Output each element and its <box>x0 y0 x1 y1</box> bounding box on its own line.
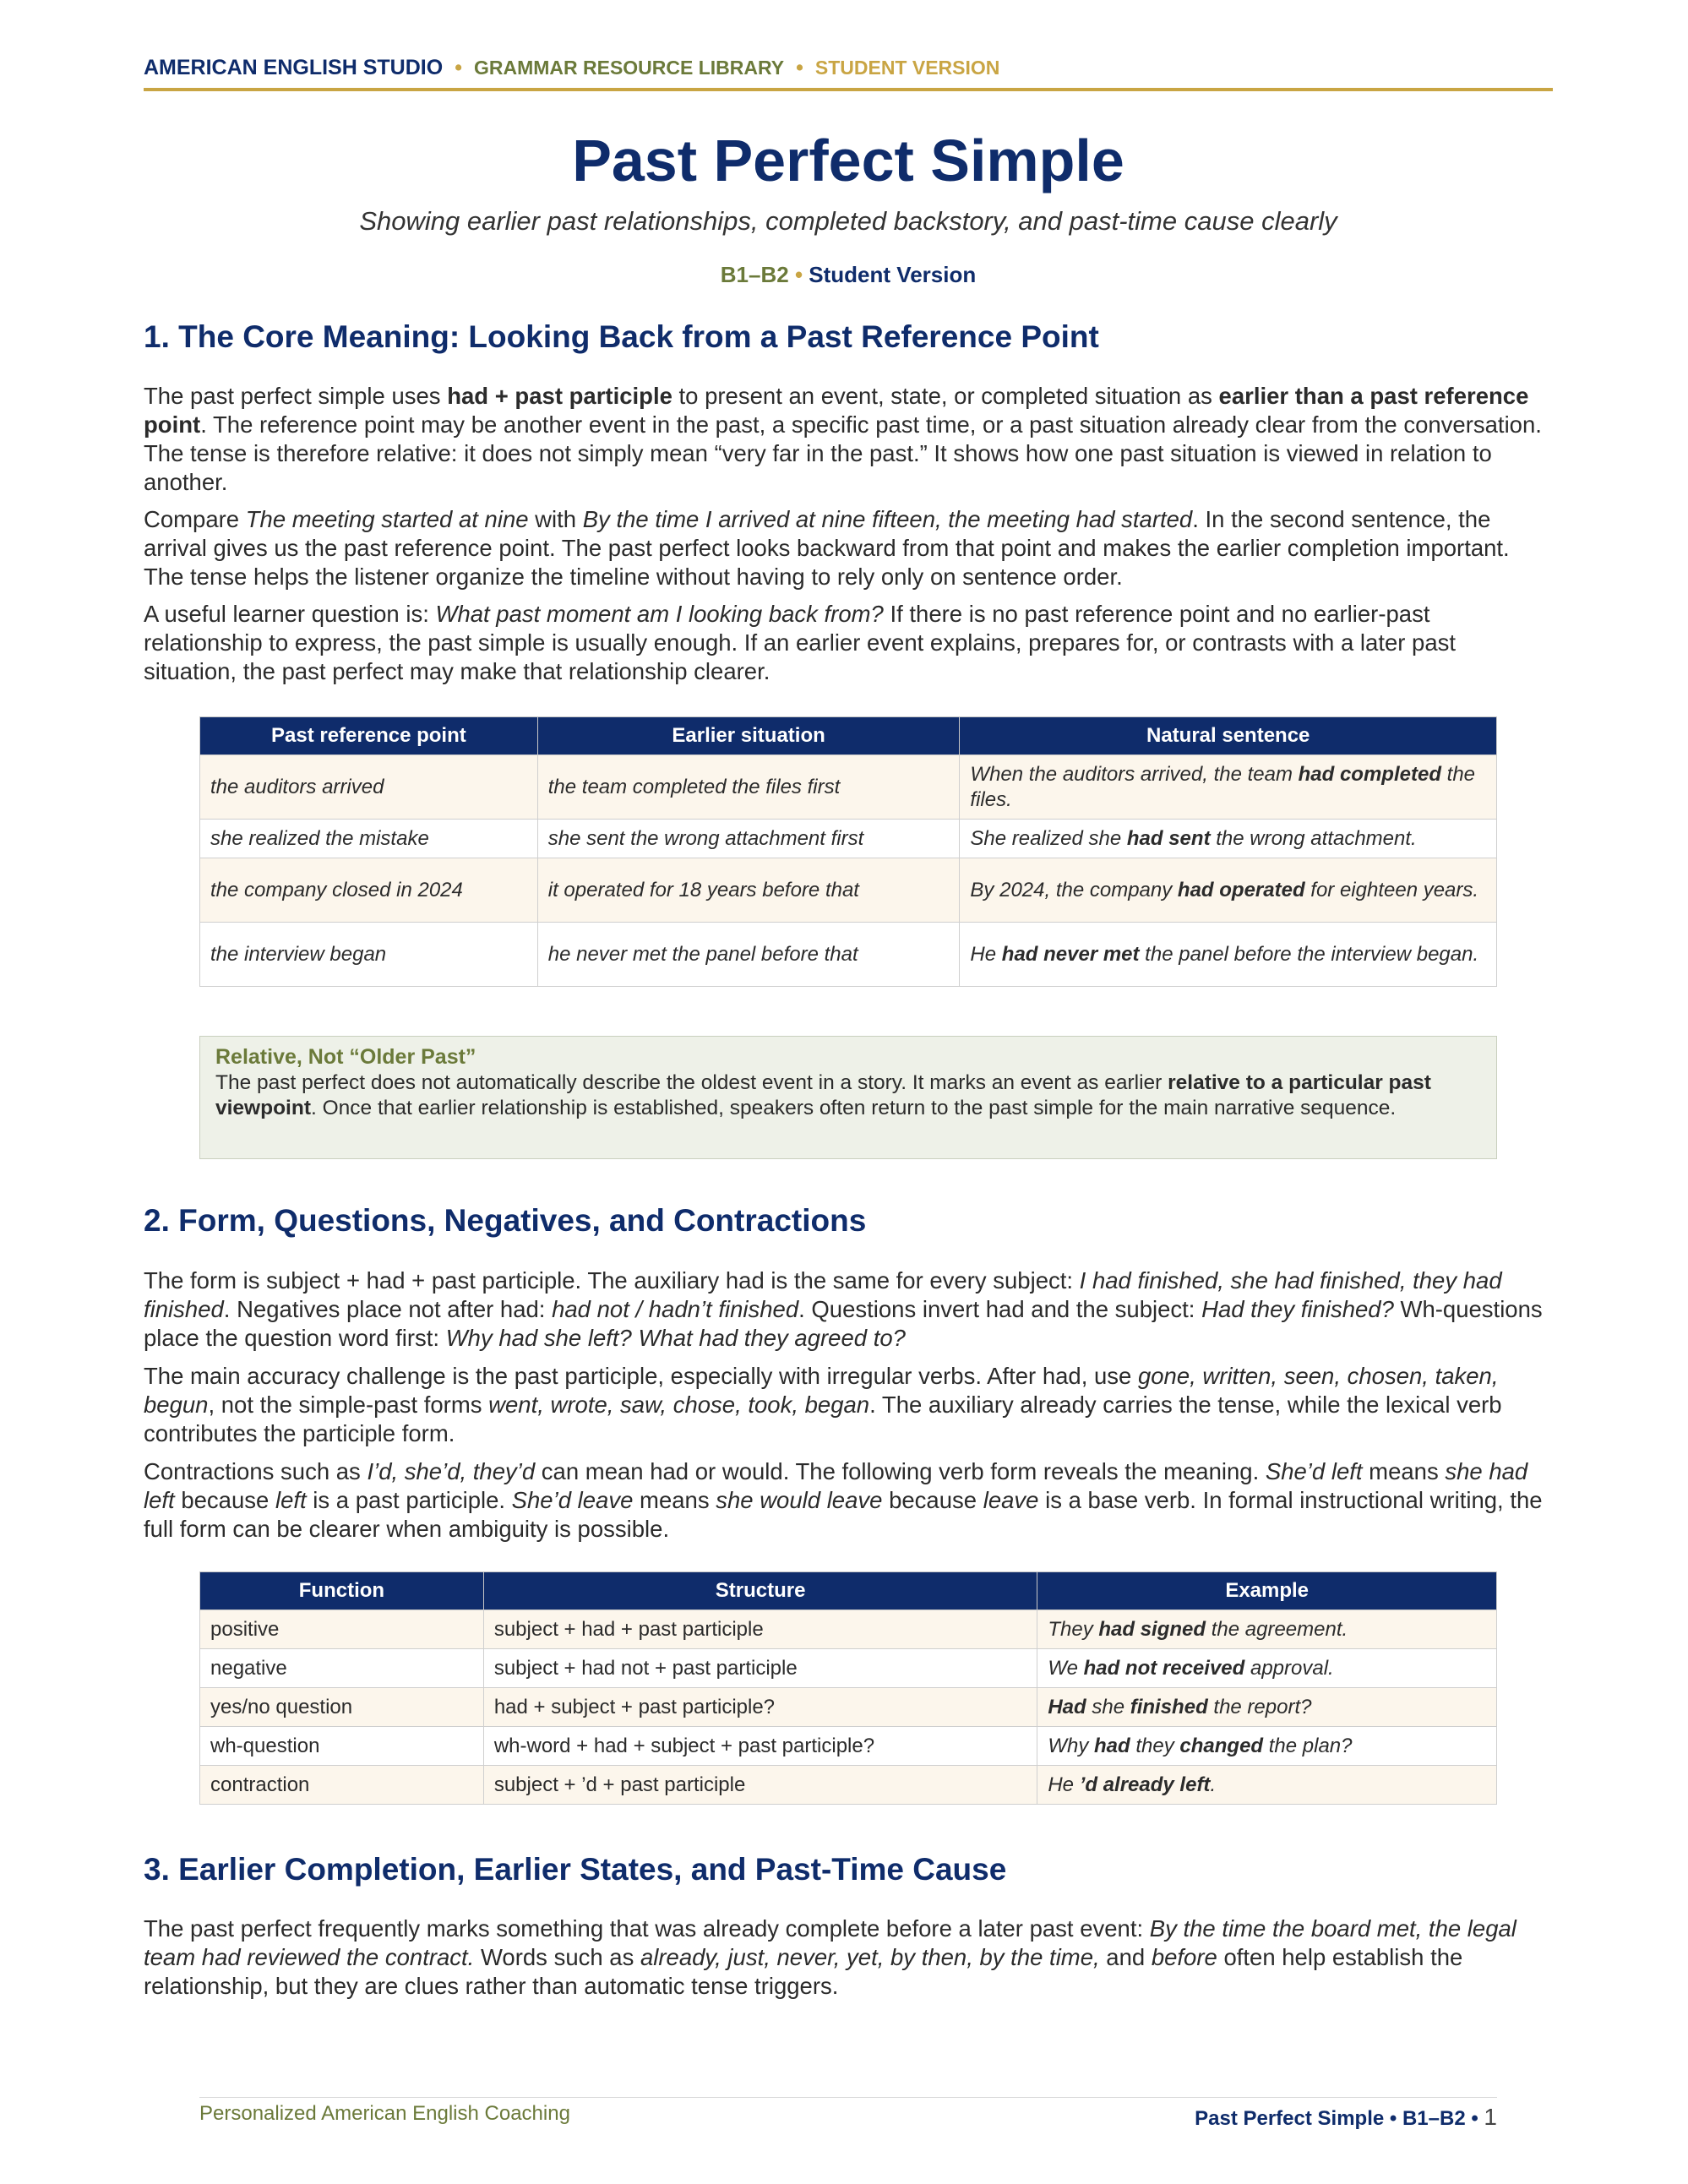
level-label: Student Version <box>809 262 977 287</box>
table-cell: the interview began <box>200 923 538 987</box>
table-row <box>200 1766 1497 1805</box>
footer-right: Past Perfect Simple • B1–B2 • 1 <box>1195 2104 1497 2130</box>
running-header <box>144 56 1553 91</box>
table-cell: had + subject + past participle? <box>483 1688 1037 1727</box>
table-cell: he never met the panel before that <box>537 923 960 987</box>
section-2-paragraph-1: The form is subject + had + past participle. The auxiliary had is the same for every subject: I had finished, she had finished, they had finished. Negatives place not after had: had not / hadn’t finished. Questions invert had and the subject: Had they finished? Wh-questions place the question word first: Why had she left? What had they agreed to? <box>144 1267 1543 1351</box>
table-cell: He had never met the panel before the interview began. <box>960 923 1497 987</box>
table-cell: When the auditors arrived, the team had completed the files. <box>960 755 1497 820</box>
header-version: STUDENT VERSION <box>814 57 1000 79</box>
table-cell: She realized she had sent the wrong attachment. <box>960 820 1497 858</box>
callout-box <box>199 1036 1497 1159</box>
table-row <box>200 1688 1497 1727</box>
table-cell: she realized the mistake <box>200 820 538 858</box>
table-header: Earlier situation <box>537 717 960 755</box>
page-number: 1 <box>1484 2104 1497 2130</box>
reference-point-table <box>199 716 1497 987</box>
level-range: B1–B2 <box>720 262 789 287</box>
table-header: Past reference point <box>200 717 538 755</box>
table-cell: wh-question <box>200 1727 484 1766</box>
section-3-paragraph-1: The past perfect frequently marks something that was already complete before a later past event: By the time the board met, the legal team had reviewed the contract. Words such as already, just, never, yet, by then, by the time, and before often help establish the relationship, but they are clues rather than automatic tense triggers. <box>144 1915 1516 1999</box>
table-header: Example <box>1037 1572 1497 1610</box>
section-2-paragraph-3: Contractions such as I’d, she’d, they’d can mean had or would. The following verb form reveals the meaning. She’d left means she had left because left is a past participle. She’d leave means she would leave because leave is a base verb. In formal instructional writing, the full form can be clearer when ambiguity is possible. <box>144 1458 1543 1542</box>
table-cell: contraction <box>200 1766 484 1805</box>
table-cell: subject + had not + past participle <box>483 1649 1037 1688</box>
table-cell: positive <box>200 1610 484 1649</box>
callout-title: Relative, Not “Older Past” <box>215 1045 476 1069</box>
section-2-heading: 2. Form, Questions, Negatives, and Contractions <box>144 1203 867 1238</box>
table-row <box>200 820 1497 858</box>
table-cell: yes/no question <box>200 1688 484 1727</box>
table-cell: she sent the wrong attachment first <box>537 820 960 858</box>
header-library: GRAMMAR RESOURCE LIBRARY <box>473 57 785 79</box>
section-1-paragraph-3: A useful learner question is: What past moment am I looking back from? If there is no past reference point and no earlier-past relationship to express, the past simple is usually enough. If an earlier event explains, prepares for, or contrasts with a later past situation, the past perfect may make that relationship clearer. <box>144 601 1457 684</box>
table-cell: subject + had + past participle <box>483 1610 1037 1649</box>
table-row <box>200 858 1497 923</box>
table-cell: He ’d already left. <box>1037 1766 1497 1805</box>
table-row <box>200 923 1497 987</box>
table-cell: We had not received approval. <box>1037 1649 1497 1688</box>
callout-body: The past perfect does not automatically describe the oldest event in a story. It marks an event as earlier relative to a particular past viewpoint. Once that earlier relationship is established, speakers often return to the past simple for the main narrative sequence. <box>215 1071 1431 1119</box>
table-row <box>200 1727 1497 1766</box>
table-cell: the company closed in 2024 <box>200 858 538 923</box>
table-cell: wh-word + had + subject + past participle? <box>483 1727 1037 1766</box>
level-line <box>144 262 1553 288</box>
table-cell: negative <box>200 1649 484 1688</box>
section-3-heading: 3. Earlier Completion, Earlier States, and Past-Time Cause <box>144 1852 1007 1887</box>
section-1-heading: 1. The Core Meaning: Looking Back from a Past Reference Point <box>144 319 1099 354</box>
header-separator: • <box>455 56 462 79</box>
table-cell: subject + ’d + past participle <box>483 1766 1037 1805</box>
footer-divider <box>199 2097 1497 2098</box>
table-cell: By 2024, the company had operated for eighteen years. <box>960 858 1497 923</box>
footer-left: Personalized American English Coaching <box>199 2102 570 2125</box>
table-header: Natural sentence <box>960 717 1497 755</box>
page-title: Past Perfect Simple <box>572 128 1124 193</box>
section-2-paragraph-2: The main accuracy challenge is the past participle, especially with irregular verbs. After had, use gone, written, seen, chosen, taken, begun, not the simple-past forms went, wrote, saw, chose, took, began. The auxiliary already carries the tense, while the lexical verb contributes the participle form. <box>144 1363 1502 1446</box>
form-table <box>199 1571 1497 1805</box>
section-1-paragraph-1: The past perfect simple uses had + past participle to present an event, state, or completed situation as earlier than a past reference point. The reference point may be another event in the past, a specific past time, or a past situation already clear from the conversation. The tense is therefore relative: it does not simply mean “very far in the past.” It shows how one past situation is viewed in relation to another. <box>144 383 1542 495</box>
table-cell: Why had they changed the plan? <box>1037 1727 1497 1766</box>
table-cell: it operated for 18 years before that <box>537 858 960 923</box>
table-cell: the auditors arrived <box>200 755 538 820</box>
table-row <box>200 755 1497 820</box>
table-header: Structure <box>483 1572 1037 1610</box>
table-cell: They had signed the agreement. <box>1037 1610 1497 1649</box>
page-subtitle: Showing earlier past relationships, completed backstory, and past-time cause clearly <box>359 206 1337 236</box>
table-header: Function <box>200 1572 484 1610</box>
header-brand: AMERICAN ENGLISH STUDIO <box>144 56 444 79</box>
table-cell: Had she finished the report? <box>1037 1688 1497 1727</box>
section-1-paragraph-2: Compare The meeting started at nine with By the time I arrived at nine fifteen, the meeting had started. In the second sentence, the arrival gives us the past reference point. The past perfect looks backward from that point and makes the earlier completion important. The tense helps the listener organize the timeline without having to rely only on sentence order. <box>144 506 1510 590</box>
header-separator: • <box>796 56 803 79</box>
table-cell: the team completed the files first <box>537 755 960 820</box>
table-row <box>200 1649 1497 1688</box>
level-separator: • <box>794 262 803 287</box>
table-row <box>200 1610 1497 1649</box>
